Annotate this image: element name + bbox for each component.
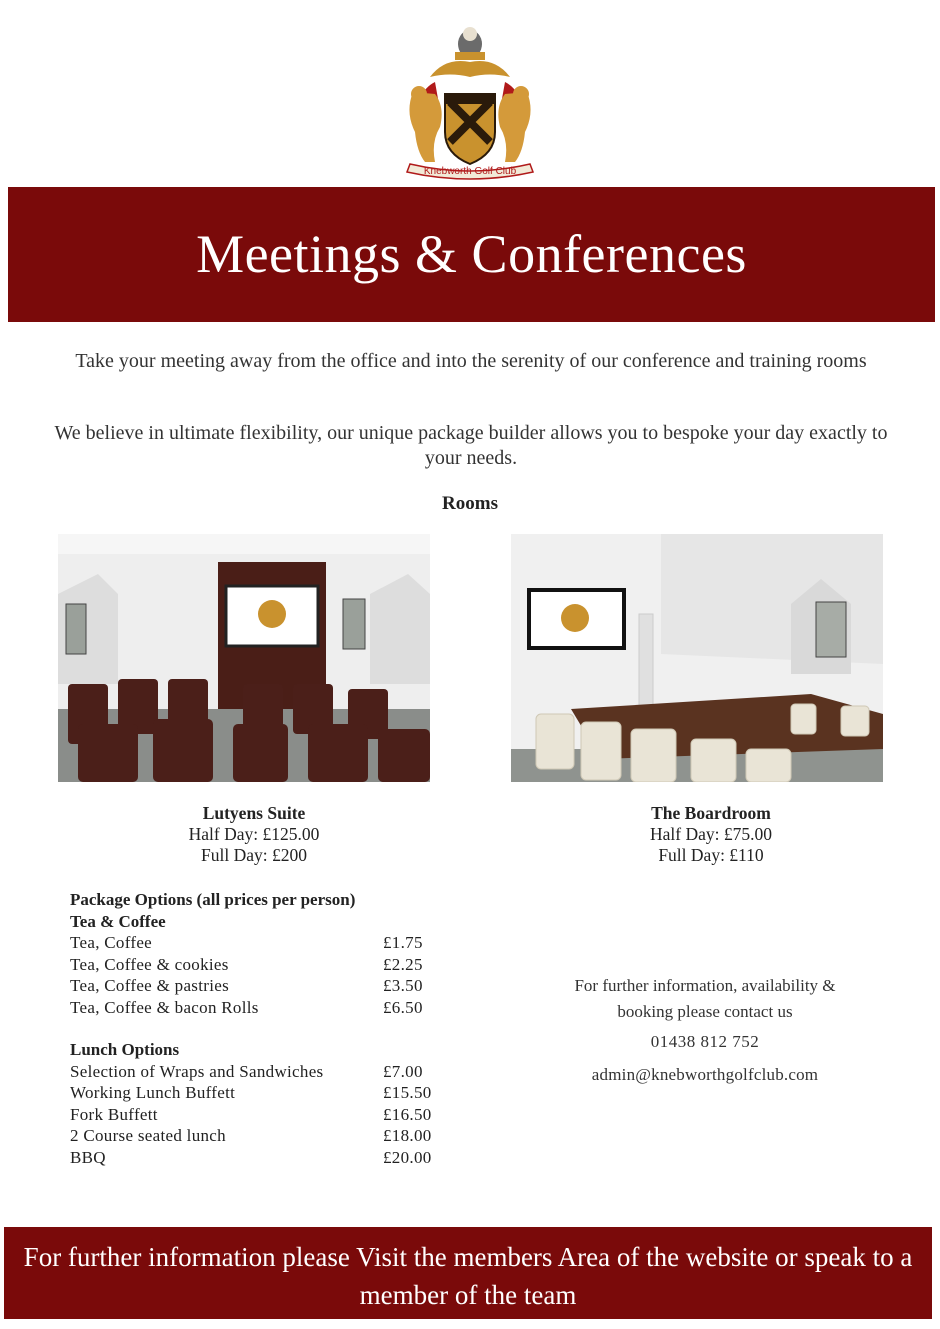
contact-email: admin@knebworthgolfclub.com	[591, 1065, 819, 1084]
item-name: Tea, Coffee & pastries	[70, 976, 229, 995]
contact-block	[570, 973, 840, 1085]
item-name: Selection of Wraps and Sandwiches	[70, 1061, 324, 1081]
item-name: Fork Buffett	[70, 1104, 158, 1124]
contact-text: For further information, availability & booking please contact us	[574, 976, 836, 1021]
room-half-day-price: Half Day: £125.00	[188, 824, 320, 844]
list-item	[70, 1125, 460, 1147]
club-name-caption: Knebworth Golf Club	[423, 166, 517, 177]
item-price: £15.50	[383, 1083, 432, 1102]
item-price: £20.00	[383, 1147, 432, 1167]
list-item	[70, 1147, 460, 1169]
room-full-day-price: Full Day: £200	[201, 845, 307, 865]
room-half-day-price: Half Day: £75.00	[650, 824, 772, 844]
item-name: Tea, Coffee & bacon Rolls	[70, 997, 259, 1017]
item-name: Tea, Coffee & cookies	[70, 954, 229, 974]
tea-coffee-heading: Tea & Coffee	[70, 911, 166, 931]
intro-paragraph-1: Take your meeting away from the office and into the serenity of our conference and training rooms	[75, 350, 867, 372]
package-options	[70, 889, 460, 1168]
list-item	[70, 932, 460, 954]
item-price: £2.25	[383, 954, 423, 974]
rooms-heading: Rooms	[442, 493, 498, 514]
contact-phone: 01438 812 752	[650, 1032, 760, 1051]
list-item	[70, 1104, 460, 1126]
room-full-day-price: Full Day: £110	[658, 845, 764, 865]
room-name: The Boardroom	[651, 803, 771, 823]
room-info-lutyens	[68, 803, 440, 866]
list-item	[70, 975, 460, 997]
item-price: £18.00	[383, 1126, 432, 1145]
intro-paragraph-2: We believe in ultimate flexibility, our unique package builder allows you to bespoke your day exactly to your needs.	[54, 422, 888, 469]
list-item	[70, 997, 460, 1019]
club-crest-logo	[395, 22, 545, 182]
item-name: Tea, Coffee	[70, 933, 153, 952]
item-price: £3.50	[383, 976, 423, 995]
item-name: 2 Course seated lunch	[70, 1126, 226, 1145]
room-info-boardroom	[525, 803, 897, 866]
list-item	[70, 1061, 460, 1083]
item-price: £6.50	[383, 997, 423, 1017]
item-name: Working Lunch Buffett	[70, 1083, 236, 1102]
page-title: Meetings & Conferences	[196, 224, 747, 284]
item-price: £7.00	[383, 1061, 423, 1081]
item-price: £1.75	[383, 933, 423, 952]
room-name: Lutyens Suite	[202, 803, 306, 823]
item-name: BBQ	[70, 1147, 106, 1167]
lutyens-suite-photo	[58, 534, 430, 782]
list-item	[70, 1082, 460, 1104]
footer-banner	[4, 1227, 932, 1319]
list-item	[70, 954, 460, 976]
package-options-heading: Package Options (all prices per person)	[70, 890, 356, 909]
title-banner	[8, 187, 935, 322]
lunch-options-heading: Lunch Options	[70, 1040, 180, 1059]
item-price: £16.50	[383, 1104, 432, 1124]
footer-text: For further information please Visit the members Area of the website or speak to a member of the team	[23, 1242, 913, 1310]
boardroom-photo	[511, 534, 883, 782]
